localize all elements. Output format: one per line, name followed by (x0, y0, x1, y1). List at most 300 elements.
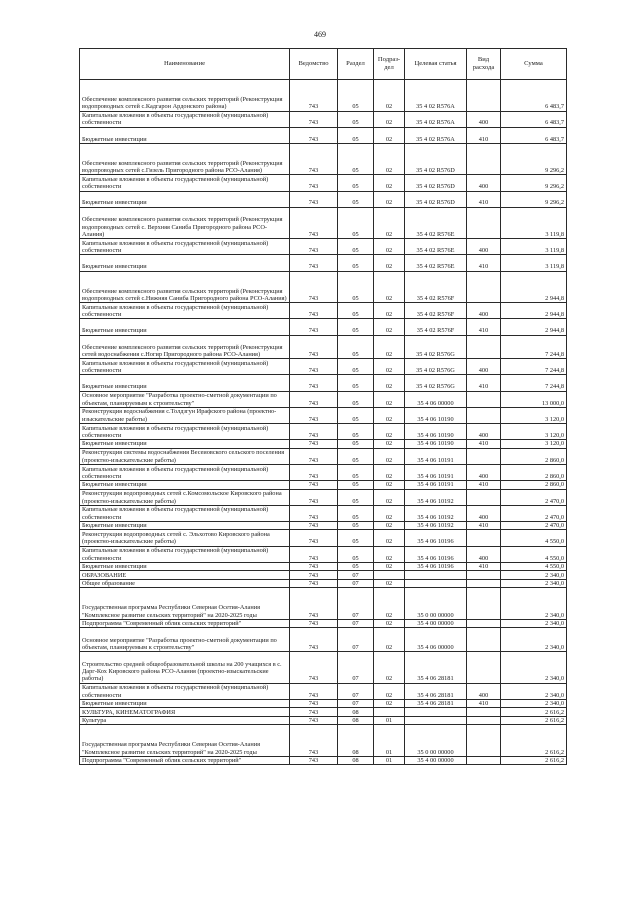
table-row (80, 448, 567, 464)
cell-dept: 743 (290, 375, 338, 391)
cell-section: 07 (338, 683, 374, 699)
cell-name: Капитальные вложения в объекты государственной (муниципальной) собственности (80, 505, 290, 521)
cell-section: 05 (338, 239, 374, 255)
cell-section: 05 (338, 359, 374, 375)
cell-section: 05 (338, 562, 374, 571)
cell-name: Общее образование (80, 579, 290, 588)
cell-sum: 3 119,8 (501, 255, 567, 271)
cell-expense-type: 400 (467, 303, 501, 319)
cell-name: Подпрограмма "Современный облик сельских территорий" (80, 619, 290, 628)
cell-subsection: 02 (374, 699, 405, 708)
cell-section: 05 (338, 481, 374, 490)
cell-subsection: 02 (374, 683, 405, 699)
table-row (80, 111, 567, 127)
table-row (80, 391, 567, 407)
cell-expense-type (467, 716, 501, 725)
cell-dept: 743 (290, 571, 338, 580)
table-row (80, 239, 567, 255)
table-row (80, 303, 567, 319)
table-row (80, 628, 567, 652)
cell-dept: 743 (290, 505, 338, 521)
cell-dept: 743 (290, 303, 338, 319)
cell-subsection: 02 (374, 191, 405, 207)
cell-name: Бюджетные инвестиции (80, 127, 290, 143)
cell-section: 07 (338, 588, 374, 620)
table-row (80, 521, 567, 530)
cell-target: 35 4 06 10196 (405, 546, 467, 562)
table-row (80, 699, 567, 708)
cell-expense-type (467, 391, 501, 407)
cell-expense-type (467, 143, 501, 175)
cell-sum: 3 119,8 (501, 207, 567, 239)
cell-subsection: 02 (374, 359, 405, 375)
cell-section: 08 (338, 756, 374, 765)
cell-target: 35 4 02 R576F (405, 271, 467, 303)
cell-target: 35 4 02 R576E (405, 239, 467, 255)
cell-expense-type (467, 407, 501, 423)
page-number: 469 (314, 30, 326, 39)
table-row (80, 359, 567, 375)
cell-sum: 9 296,2 (501, 191, 567, 207)
table-row (80, 255, 567, 271)
cell-section: 05 (338, 80, 374, 112)
cell-expense-type (467, 725, 501, 757)
cell-sum: 7 244,8 (501, 359, 567, 375)
cell-name: Капитальные вложения в объекты государственной (муниципальной) собственности (80, 175, 290, 191)
cell-name: Капитальные вложения в объекты государственной (муниципальной) собственности (80, 239, 290, 255)
cell-name: Реконструкция водоснабжения с.Толдзгун Ирафского района (проектно-изыскательские работы) (80, 407, 290, 423)
cell-target: 35 0 00 00000 (405, 725, 467, 757)
cell-target (405, 708, 467, 717)
cell-sum: 3 119,8 (501, 239, 567, 255)
cell-name: Капитальные вложения в объекты государственной (муниципальной) собственности (80, 111, 290, 127)
table-row (80, 191, 567, 207)
cell-target: 35 4 06 28181 (405, 699, 467, 708)
cell-sum: 2 470,0 (501, 489, 567, 505)
cell-target: 35 4 06 00000 (405, 391, 467, 407)
cell-dept: 743 (290, 708, 338, 717)
table-row (80, 579, 567, 588)
cell-subsection: 02 (374, 424, 405, 440)
cell-dept: 743 (290, 579, 338, 588)
cell-target: 35 4 00 00000 (405, 756, 467, 765)
cell-section: 05 (338, 335, 374, 359)
cell-section: 05 (338, 448, 374, 464)
table-row (80, 143, 567, 175)
cell-dept: 743 (290, 481, 338, 490)
cell-subsection: 02 (374, 111, 405, 127)
cell-dept: 743 (290, 175, 338, 191)
cell-sum: 6 483,7 (501, 80, 567, 112)
cell-sum: 2 340,0 (501, 579, 567, 588)
cell-dept: 743 (290, 335, 338, 359)
table-row (80, 481, 567, 490)
table-row (80, 756, 567, 765)
cell-target: 35 4 06 28181 (405, 652, 467, 684)
cell-dept: 743 (290, 521, 338, 530)
cell-name: Обеспечение комплексного развития сельских территорий (Реконструкция водопроводных сетей с. Верхняя Саниба Пригородного района РСО-Алания) (80, 207, 290, 239)
cell-dept: 743 (290, 464, 338, 480)
table-row (80, 725, 567, 757)
cell-subsection: 02 (374, 143, 405, 175)
cell-subsection: 02 (374, 489, 405, 505)
cell-section: 05 (338, 111, 374, 127)
cell-dept: 743 (290, 725, 338, 757)
budget-table (79, 48, 567, 765)
table-body (80, 80, 567, 765)
cell-expense-type (467, 335, 501, 359)
table-header-row (80, 49, 567, 80)
table-row (80, 207, 567, 239)
cell-section: 08 (338, 708, 374, 717)
cell-section: 07 (338, 652, 374, 684)
cell-target: 35 4 02 R576D (405, 175, 467, 191)
cell-dept: 743 (290, 143, 338, 175)
cell-name: Строительство средней общеобразовательной школы на 200 учащихся в с. Дарг-Кох Кировского района РСО-Алания (проектно-изыскательские работы) (80, 652, 290, 684)
cell-target: 35 4 00 00000 (405, 619, 467, 628)
cell-expense-type: 400 (467, 546, 501, 562)
cell-expense-type (467, 652, 501, 684)
table-row (80, 708, 567, 717)
table-row (80, 319, 567, 335)
cell-dept: 743 (290, 489, 338, 505)
cell-dept: 743 (290, 319, 338, 335)
cell-dept: 743 (290, 628, 338, 652)
cell-expense-type: 410 (467, 191, 501, 207)
cell-subsection: 02 (374, 448, 405, 464)
cell-name: Бюджетные инвестиции (80, 375, 290, 391)
cell-expense-type (467, 628, 501, 652)
cell-name: Государственная программа Республики Северная Осетия-Алания "Комплексное развитие сельских территорий" на 2020-2025 годы (80, 588, 290, 620)
cell-target: 35 4 06 10192 (405, 505, 467, 521)
cell-subsection: 02 (374, 530, 405, 546)
cell-sum: 2 860,0 (501, 448, 567, 464)
cell-target (405, 579, 467, 588)
cell-subsection: 02 (374, 619, 405, 628)
cell-target: 35 4 06 10196 (405, 530, 467, 546)
table-row (80, 127, 567, 143)
cell-subsection (374, 708, 405, 717)
cell-sum: 3 120,0 (501, 440, 567, 449)
cell-section: 05 (338, 440, 374, 449)
cell-subsection (374, 571, 405, 580)
table-row (80, 571, 567, 580)
cell-name: Бюджетные инвестиции (80, 562, 290, 571)
cell-subsection: 02 (374, 579, 405, 588)
cell-expense-type: 410 (467, 127, 501, 143)
cell-section: 05 (338, 255, 374, 271)
table-row (80, 546, 567, 562)
cell-dept: 743 (290, 271, 338, 303)
cell-section: 05 (338, 271, 374, 303)
cell-target: 35 4 06 00000 (405, 628, 467, 652)
cell-name: Капитальные вложения в объекты государственной (муниципальной) собственности (80, 303, 290, 319)
cell-sum: 2 616,2 (501, 708, 567, 717)
cell-section: 08 (338, 725, 374, 757)
cell-dept: 743 (290, 391, 338, 407)
cell-sum: 6 483,7 (501, 111, 567, 127)
cell-section: 05 (338, 319, 374, 335)
cell-section: 07 (338, 571, 374, 580)
cell-expense-type: 400 (467, 424, 501, 440)
column-header-subsection: Подраз-дел (374, 49, 405, 80)
cell-target: 35 4 02 R576G (405, 375, 467, 391)
cell-section: 05 (338, 489, 374, 505)
cell-subsection: 02 (374, 80, 405, 112)
cell-name: Бюджетные инвестиции (80, 255, 290, 271)
table-row (80, 424, 567, 440)
table-row (80, 375, 567, 391)
cell-subsection: 02 (374, 255, 405, 271)
cell-target: 35 4 06 10191 (405, 464, 467, 480)
cell-expense-type: 410 (467, 375, 501, 391)
cell-subsection: 02 (374, 505, 405, 521)
cell-subsection: 02 (374, 562, 405, 571)
cell-sum: 4 550,0 (501, 546, 567, 562)
cell-subsection: 02 (374, 271, 405, 303)
cell-dept: 743 (290, 652, 338, 684)
cell-section: 05 (338, 530, 374, 546)
cell-section: 05 (338, 143, 374, 175)
cell-expense-type: 410 (467, 562, 501, 571)
cell-dept: 743 (290, 191, 338, 207)
cell-sum: 9 296,2 (501, 143, 567, 175)
cell-expense-type: 410 (467, 440, 501, 449)
cell-sum: 4 550,0 (501, 530, 567, 546)
cell-name: Капитальные вложения в объекты государственной (муниципальной) собственности (80, 359, 290, 375)
table-row (80, 440, 567, 449)
cell-expense-type: 400 (467, 359, 501, 375)
cell-name: Подпрограмма "Современный облик сельских территорий" (80, 756, 290, 765)
cell-expense-type (467, 530, 501, 546)
cell-dept: 743 (290, 359, 338, 375)
cell-sum: 3 120,0 (501, 407, 567, 423)
cell-sum: 2 340,0 (501, 571, 567, 580)
cell-dept: 743 (290, 546, 338, 562)
cell-name: Обеспечение комплексного развития сельских территорий (Реконструкция сетей водоснабжения с.Ногир Пригородного района РСО-Алания) (80, 335, 290, 359)
cell-dept: 743 (290, 440, 338, 449)
cell-target: 35 4 06 10192 (405, 521, 467, 530)
cell-dept: 743 (290, 699, 338, 708)
cell-expense-type: 410 (467, 699, 501, 708)
cell-target: 35 4 06 10196 (405, 562, 467, 571)
cell-expense-type (467, 756, 501, 765)
cell-expense-type: 400 (467, 464, 501, 480)
cell-section: 05 (338, 207, 374, 239)
cell-target: 35 0 00 00000 (405, 588, 467, 620)
cell-sum: 2 616,2 (501, 716, 567, 725)
cell-dept: 743 (290, 127, 338, 143)
table-row (80, 80, 567, 112)
cell-dept: 743 (290, 111, 338, 127)
cell-name: Бюджетные инвестиции (80, 440, 290, 449)
cell-subsection: 02 (374, 319, 405, 335)
cell-target: 35 4 06 10190 (405, 424, 467, 440)
cell-target: 35 4 02 R576G (405, 335, 467, 359)
cell-expense-type (467, 489, 501, 505)
cell-subsection: 01 (374, 725, 405, 757)
cell-name: Государственная программа Республики Северная Осетия-Алания "Комплексное развитие сельских территорий" на 2020-2025 годы (80, 725, 290, 757)
cell-sum: 2 616,2 (501, 756, 567, 765)
cell-sum: 2 860,0 (501, 464, 567, 480)
cell-name: Культура (80, 716, 290, 725)
cell-name: Бюджетные инвестиции (80, 481, 290, 490)
cell-sum: 2 340,0 (501, 588, 567, 620)
cell-expense-type: 410 (467, 521, 501, 530)
cell-name: КУЛЬТУРА, КИНЕМАТОГРАФИЯ (80, 708, 290, 717)
column-header-dept: Ведомство (290, 49, 338, 80)
cell-section: 07 (338, 579, 374, 588)
table-row (80, 683, 567, 699)
cell-sum: 7 244,8 (501, 375, 567, 391)
cell-target: 35 4 02 R576D (405, 143, 467, 175)
cell-name: Бюджетные инвестиции (80, 699, 290, 708)
cell-section: 05 (338, 407, 374, 423)
cell-section: 05 (338, 191, 374, 207)
table-row (80, 530, 567, 546)
cell-name: Основное мероприятие "Разработка проектно-сметной документации по объектам, планируемым к строительству" (80, 628, 290, 652)
cell-name: Капитальные вложения в объекты государственной (муниципальной) собственности (80, 464, 290, 480)
cell-subsection: 02 (374, 375, 405, 391)
cell-name: Реконструкция водопроводных сетей с. Эльхотово Кировского района (проектно-изыскательские работы) (80, 530, 290, 546)
cell-name: Бюджетные инвестиции (80, 191, 290, 207)
column-header-name: Наименование (80, 49, 290, 80)
cell-dept: 743 (290, 530, 338, 546)
cell-sum: 2 340,0 (501, 628, 567, 652)
cell-dept: 743 (290, 424, 338, 440)
cell-section: 05 (338, 505, 374, 521)
table-row (80, 505, 567, 521)
cell-sum: 2 860,0 (501, 481, 567, 490)
cell-expense-type (467, 448, 501, 464)
cell-subsection: 02 (374, 175, 405, 191)
cell-expense-type: 400 (467, 175, 501, 191)
cell-name: Капитальные вложения в объекты государственной (муниципальной) собственности (80, 424, 290, 440)
cell-sum: 2 340,0 (501, 683, 567, 699)
cell-dept: 743 (290, 588, 338, 620)
cell-sum: 2 944,8 (501, 319, 567, 335)
cell-expense-type (467, 588, 501, 620)
cell-dept: 743 (290, 239, 338, 255)
cell-target (405, 571, 467, 580)
cell-subsection: 01 (374, 756, 405, 765)
cell-expense-type: 400 (467, 505, 501, 521)
cell-name: Обеспечение комплексного развития сельских территорий (Реконструкция водопроводных сетей с.Гизель Пригородного района РСО-Алания) (80, 143, 290, 175)
cell-sum: 3 120,0 (501, 424, 567, 440)
table-row (80, 489, 567, 505)
cell-dept: 743 (290, 207, 338, 239)
cell-subsection: 02 (374, 546, 405, 562)
cell-subsection: 02 (374, 652, 405, 684)
cell-sum: 2 470,0 (501, 521, 567, 530)
cell-sum: 2 944,8 (501, 271, 567, 303)
cell-subsection: 02 (374, 127, 405, 143)
cell-expense-type (467, 619, 501, 628)
cell-dept: 743 (290, 448, 338, 464)
cell-dept: 743 (290, 683, 338, 699)
cell-target: 35 4 06 10191 (405, 448, 467, 464)
table-row (80, 464, 567, 480)
cell-sum: 6 483,7 (501, 127, 567, 143)
cell-target: 35 4 02 R576A (405, 127, 467, 143)
column-header-expense-type: Вид расхода (467, 49, 501, 80)
cell-dept: 743 (290, 562, 338, 571)
cell-target: 35 4 06 28181 (405, 683, 467, 699)
cell-expense-type (467, 571, 501, 580)
cell-section: 05 (338, 424, 374, 440)
cell-name: Бюджетные инвестиции (80, 521, 290, 530)
cell-section: 08 (338, 716, 374, 725)
cell-expense-type: 410 (467, 255, 501, 271)
cell-target: 35 4 02 R576A (405, 111, 467, 127)
cell-section: 05 (338, 521, 374, 530)
table-row (80, 588, 567, 620)
cell-target: 35 4 06 10191 (405, 481, 467, 490)
cell-subsection: 01 (374, 716, 405, 725)
cell-subsection: 02 (374, 521, 405, 530)
cell-expense-type (467, 80, 501, 112)
cell-expense-type: 400 (467, 683, 501, 699)
cell-expense-type (467, 579, 501, 588)
table-row (80, 716, 567, 725)
cell-expense-type (467, 207, 501, 239)
cell-sum: 2 616,2 (501, 725, 567, 757)
cell-subsection: 02 (374, 440, 405, 449)
cell-sum: 13 000,0 (501, 391, 567, 407)
cell-target: 35 4 02 R576G (405, 359, 467, 375)
cell-subsection: 02 (374, 335, 405, 359)
cell-dept: 743 (290, 619, 338, 628)
cell-expense-type: 410 (467, 319, 501, 335)
cell-dept: 743 (290, 255, 338, 271)
cell-target: 35 4 02 R576F (405, 303, 467, 319)
cell-section: 07 (338, 619, 374, 628)
cell-dept: 743 (290, 756, 338, 765)
cell-sum: 4 550,0 (501, 562, 567, 571)
cell-section: 05 (338, 391, 374, 407)
cell-expense-type: 400 (467, 111, 501, 127)
column-header-target: Целевая статья (405, 49, 467, 80)
cell-section: 05 (338, 464, 374, 480)
table-row (80, 407, 567, 423)
table-row (80, 619, 567, 628)
cell-target: 35 4 06 10192 (405, 489, 467, 505)
cell-name: Реконструкция системы водоснабжения Весеиовского сельского поселения (проектно-изыскательские работы) (80, 448, 290, 464)
cell-name: Капитальные вложения в объекты государственной (муниципальной) собственности (80, 546, 290, 562)
cell-expense-type: 410 (467, 481, 501, 490)
cell-sum: 9 296,2 (501, 175, 567, 191)
cell-expense-type: 400 (467, 239, 501, 255)
table-row (80, 335, 567, 359)
cell-target: 35 4 02 R576F (405, 319, 467, 335)
cell-subsection: 02 (374, 303, 405, 319)
cell-name: Бюджетные инвестиции (80, 319, 290, 335)
cell-name: Основное мероприятие "Разработка проектно-сметной документации по объектам, планируемым к строительству" (80, 391, 290, 407)
cell-name: ОБРАЗОВАНИЕ (80, 571, 290, 580)
column-header-section: Раздел (338, 49, 374, 80)
table-row (80, 652, 567, 684)
cell-target: 35 4 02 R576A (405, 80, 467, 112)
cell-sum: 7 244,8 (501, 335, 567, 359)
cell-subsection: 02 (374, 481, 405, 490)
cell-section: 05 (338, 127, 374, 143)
cell-subsection: 02 (374, 407, 405, 423)
cell-name: Обеспечение комплексного развития сельских территорий (Реконструкция водопроводных сетей с.Кадгарон Ардонского района) (80, 80, 290, 112)
cell-target (405, 716, 467, 725)
cell-sum: 2 340,0 (501, 619, 567, 628)
cell-sum: 2 944,8 (501, 303, 567, 319)
cell-section: 05 (338, 375, 374, 391)
